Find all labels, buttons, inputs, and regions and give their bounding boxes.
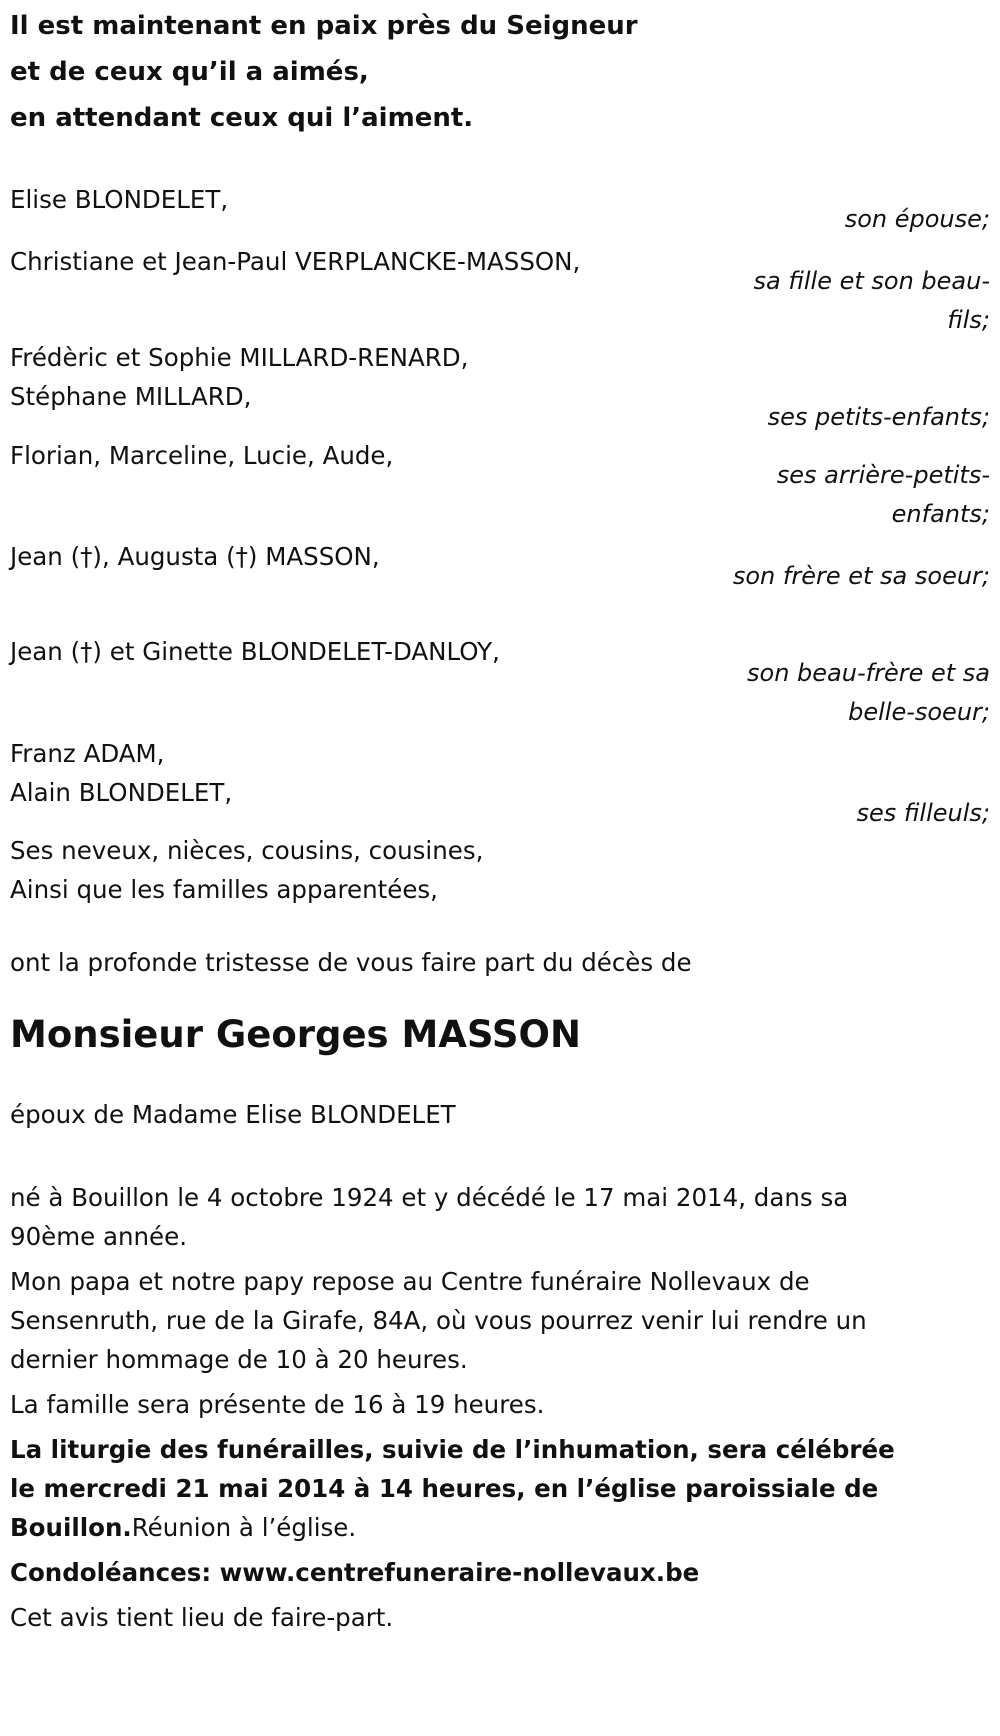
relation-label: ses arrière-petits-enfants;: [776, 461, 990, 528]
relation-label: sa fille et son beau-fils;: [753, 267, 990, 334]
relative-group-great-grandchildren: [10, 436, 1000, 537]
relation-label: ses filleuls;: [856, 799, 990, 827]
reunion-note: Réunion à l’église.: [131, 1513, 357, 1542]
relative-group-spouse: [10, 180, 1000, 242]
liturgy-details: La liturgie des funérailles, suivie de l’inhumation, sera célébrée le mercredi 21 mai 2014 à 14 heures, en l’église paroissiale de Bouillon.: [10, 1435, 895, 1542]
relative-name: Ses neveux, nièces, cousins, cousines,: [10, 836, 484, 865]
relative-name: Alain BLONDELET,: [10, 778, 233, 807]
condolences-link: Condoléances: www.centrefuneraire-nollevaux.be: [10, 1558, 700, 1587]
relative-name: Elise BLONDELET,: [10, 185, 229, 214]
relation-label: son beau-frère et sa belle-soeur;: [747, 659, 990, 726]
closing-note: Cet avis tient lieu de faire-part.: [10, 1603, 394, 1632]
spouse-line: époux de Madame Elise BLONDELET: [10, 1100, 456, 1129]
relative-name: Frédèric et Sophie MILLARD-RENARD,: [10, 343, 469, 372]
epigraph: [10, 3, 1000, 141]
funeral-liturgy-info: [10, 1430, 910, 1547]
relation-label: son épouse;: [844, 205, 990, 233]
relative-group-daughter: [10, 242, 1000, 338]
relative-name: Jean (†), Augusta (†) MASSON,: [10, 542, 380, 571]
epigraph-line-2: et de ceux qu’il a aimés,: [10, 57, 369, 87]
relative-group-siblings: [10, 537, 1000, 632]
obituary-notice: [10, 0, 1000, 1637]
relative-group-in-laws: [10, 632, 1000, 734]
epigraph-line-1: Il est maintenant en paix près du Seigneur: [10, 11, 638, 41]
relative-name: Franz ADAM,: [10, 739, 165, 768]
birth-death-info: né à Bouillon le 4 octobre 1924 et y décédé le 17 mai 2014, dans sa 90ème année.: [10, 1183, 849, 1251]
relative-name: Christiane et Jean-Paul VERPLANCKE-MASSON,: [10, 247, 581, 276]
relative-group-extended-family: [10, 831, 1000, 905]
relative-name: Jean (†) et Ginette BLONDELET-DANLOY,: [10, 637, 500, 666]
deceased-name: Monsieur Georges MASSON: [10, 1013, 581, 1056]
relative-name: Ainsi que les familles apparentées,: [10, 875, 438, 904]
relative-group-grandchildren: [10, 338, 1000, 436]
relation-label: son frère et sa soeur;: [732, 562, 990, 590]
relative-name: Florian, Marceline, Lucie, Aude,: [10, 441, 394, 470]
relative-name: Stéphane MILLARD,: [10, 382, 252, 411]
family-presence-info: La famille sera présente de 16 à 19 heures.: [10, 1390, 545, 1419]
epigraph-line-3: en attendant ceux qui l’aiment.: [10, 103, 474, 133]
announcement-intro: ont la profonde tristesse de vous faire part du décès de: [10, 948, 692, 977]
relation-label: ses petits-enfants;: [767, 403, 990, 431]
relative-group-godchildren: [10, 734, 1000, 831]
visitation-info: Mon papa et notre papy repose au Centre funéraire Nollevaux de Sensenruth, rue de la Girafe, 84A, où vous pourrez venir lui rendre un dernier hommage de 10 à 20 heures.: [10, 1267, 867, 1374]
